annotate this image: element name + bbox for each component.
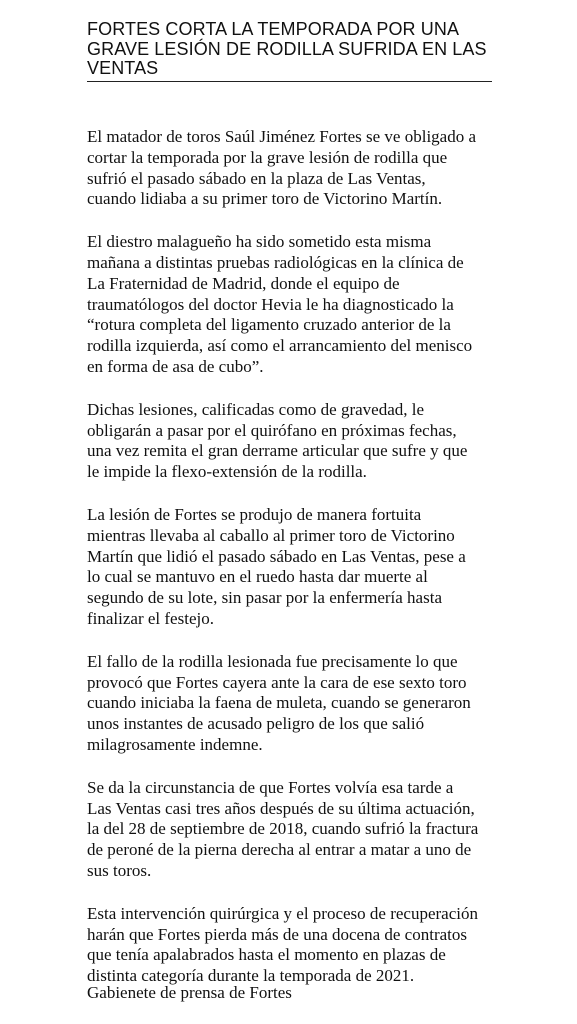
paragraph-line: obligarán a pasar por el quirófano en próximas fechas, <box>87 420 457 440</box>
paragraph-line: Martín que lidió el pasado sábado en Las Ventas, pese a <box>87 546 466 566</box>
paragraph-line: Dichas lesiones, calificadas como de gravedad, le <box>87 399 425 419</box>
paragraph-line: mañana a distintas pruebas radiológicas en la clínica de <box>87 252 464 272</box>
paragraph-line: La lesión de Fortes se produjo de manera fortuita <box>87 504 422 524</box>
paragraph-line: sus toros. <box>87 860 152 880</box>
paragraph-line: lo cual se mantuvo en el ruedo hasta dar muerte al <box>87 567 428 587</box>
paragraph-line: La Fraternidad de Madrid, donde el equipo de <box>87 273 400 293</box>
paragraph-line: Se da la circunstancia de que Fortes volvía esa tarde a <box>87 777 454 797</box>
headline-line: FORTES CORTA LA TEMPORADA POR UNA <box>87 19 460 39</box>
article-paragraph <box>87 127 507 210</box>
paragraph-line: en forma de asa de cubo”. <box>87 356 264 376</box>
headline-line: GRAVE LESIÓN DE RODILLA SUFRIDA EN LAS <box>87 38 487 59</box>
paragraph-line: unos instantes de acusado peligro de los que salió <box>87 714 425 734</box>
paragraph-line: traumatólogos del doctor Hevia le ha diagnosticado la <box>87 294 454 314</box>
paragraph-line: segundo de su lote, sin pasar por la enfermería hasta <box>87 588 442 608</box>
headline-line: VENTAS <box>87 58 159 78</box>
article-paragraph <box>87 505 507 630</box>
paragraph-line: cuando lidiaba a su primer toro de Victorino Martín. <box>87 189 443 209</box>
paragraph-line: harán que Fortes pierda más de una docena de contratos <box>87 924 467 944</box>
article-paragraph <box>87 778 507 882</box>
paragraph-line: que tenía apalabrados hasta el momento en plazas de <box>87 945 446 965</box>
paragraph-line: El fallo de la rodilla lesionada fue precisamente lo que <box>87 651 458 671</box>
paragraph-line: la del 28 de septiembre de 2018, cuando sufrió la fractura <box>87 819 479 839</box>
paragraph-line: le impide la flexo-extensión de la rodilla. <box>87 462 367 482</box>
paragraph-line: una vez remita el gran derrame articular que sufre y que <box>87 441 468 461</box>
paragraph-line: provocó que Fortes cayera ante la cara de ese sexto toro <box>87 672 467 692</box>
article-body <box>87 127 507 1009</box>
paragraph-line: cortar la temporada por la grave lesión de rodilla que <box>87 147 448 167</box>
paragraph-line: distinta categoría durante la temporada de 2021. <box>87 966 415 986</box>
article-paragraph <box>87 904 507 987</box>
article-paragraph <box>87 232 507 378</box>
paragraph-line: Las Ventas casi tres años después de su última actuación, <box>87 798 475 818</box>
article-paragraph <box>87 400 507 483</box>
paragraph-line: rodilla izquierda, así como el arrancamiento del menisco <box>87 336 473 356</box>
paragraph-line: El diestro malagueño ha sido sometido esta misma <box>87 232 432 252</box>
paragraph-line: de peroné de la pierna derecha al entrar a matar a uno de <box>87 840 472 860</box>
paragraph-line: cuando iniciaba la faena de muleta, cuando se generaron <box>87 693 471 713</box>
paragraph-line: El matador de toros Saúl Jiménez Fortes se ve obligado a <box>87 127 477 146</box>
paragraph-line: Esta intervención quirúrgica y el proceso de recuperación <box>87 903 478 923</box>
paragraph-line: sufrió el pasado sábado en la plaza de Las Ventas, <box>87 168 426 188</box>
headline <box>87 20 492 82</box>
paragraph-line: “rotura completa del ligamento cruzado anterior de la <box>87 315 451 335</box>
article-paragraph <box>87 652 507 756</box>
paragraph-line: mientras llevaba al caballo al primer toro de Victorino <box>87 525 455 545</box>
signature: Gabienete de prensa de Fortes <box>87 983 292 1002</box>
paragraph-line: milagrosamente indemne. <box>87 734 263 754</box>
paragraph-line: finalizar el festejo. <box>87 608 214 628</box>
